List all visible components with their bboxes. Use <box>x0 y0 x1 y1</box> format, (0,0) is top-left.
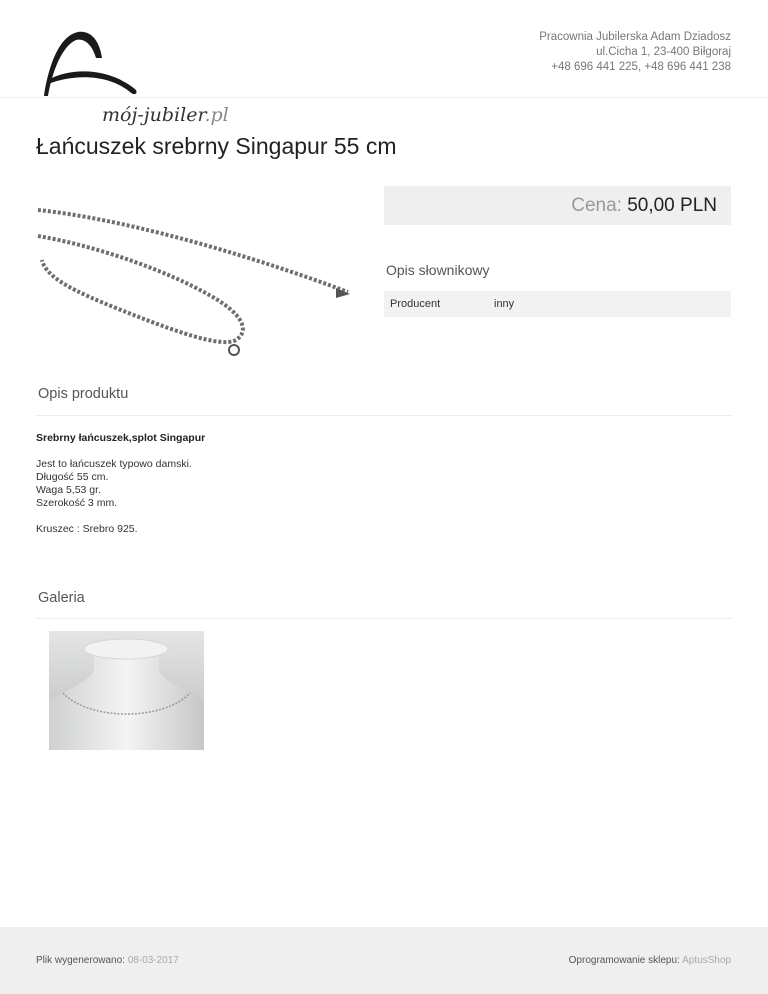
software-info: Oprogramowanie sklepu: AptusShop <box>568 955 731 966</box>
product-image <box>36 200 352 365</box>
description-line: Waga 5,53 gr. <box>36 484 101 496</box>
price-box <box>384 186 731 225</box>
description-body <box>36 432 536 536</box>
page-footer <box>0 927 768 994</box>
generated-info: Plik wygenerowano: 08-03-2017 <box>36 955 179 966</box>
price-value: 50,00 PLN <box>627 195 717 216</box>
description-intro: Srebrny łańcuszek,splot Singapur <box>36 432 206 444</box>
generated-date: 08-03-2017 <box>127 955 179 966</box>
description-material: Kruszec : Srebro 925. <box>36 523 138 535</box>
product-title: Łańcuszek srebrny Singapur 55 cm <box>36 133 397 159</box>
logo[interactable] <box>38 24 238 134</box>
section-divider <box>36 415 732 416</box>
company-name: Pracownia Jubilerska Adam Dziadosz <box>539 31 731 43</box>
description-line: Jest to łańcuszek typowo damski. <box>36 458 192 470</box>
dictionary-heading: Opis słownikowy <box>386 262 490 278</box>
logo-mark-icon <box>38 24 148 104</box>
dictionary-row <box>384 291 731 317</box>
section-divider <box>36 618 732 619</box>
description-heading: Opis produktu <box>38 386 129 402</box>
software-link[interactable]: AptusShop <box>682 955 731 966</box>
description-line: Szerokość 3 mm. <box>36 497 118 509</box>
description-line: Długość 55 cm. <box>36 471 109 483</box>
price-label: Cena: <box>571 195 622 216</box>
logo-wordmark: mój-jubiler.pl <box>102 104 229 126</box>
company-info <box>539 30 731 75</box>
gallery-thumbnail[interactable] <box>49 631 204 750</box>
page-header <box>0 0 768 126</box>
gallery-heading: Galeria <box>38 590 85 606</box>
dictionary-value: inny <box>494 298 515 310</box>
company-address: ul.Cicha 1, 23-400 Biłgoraj <box>596 46 731 58</box>
company-phones: +48 696 441 225, +48 696 441 238 <box>551 61 731 73</box>
dictionary-key: Producent <box>390 298 441 310</box>
